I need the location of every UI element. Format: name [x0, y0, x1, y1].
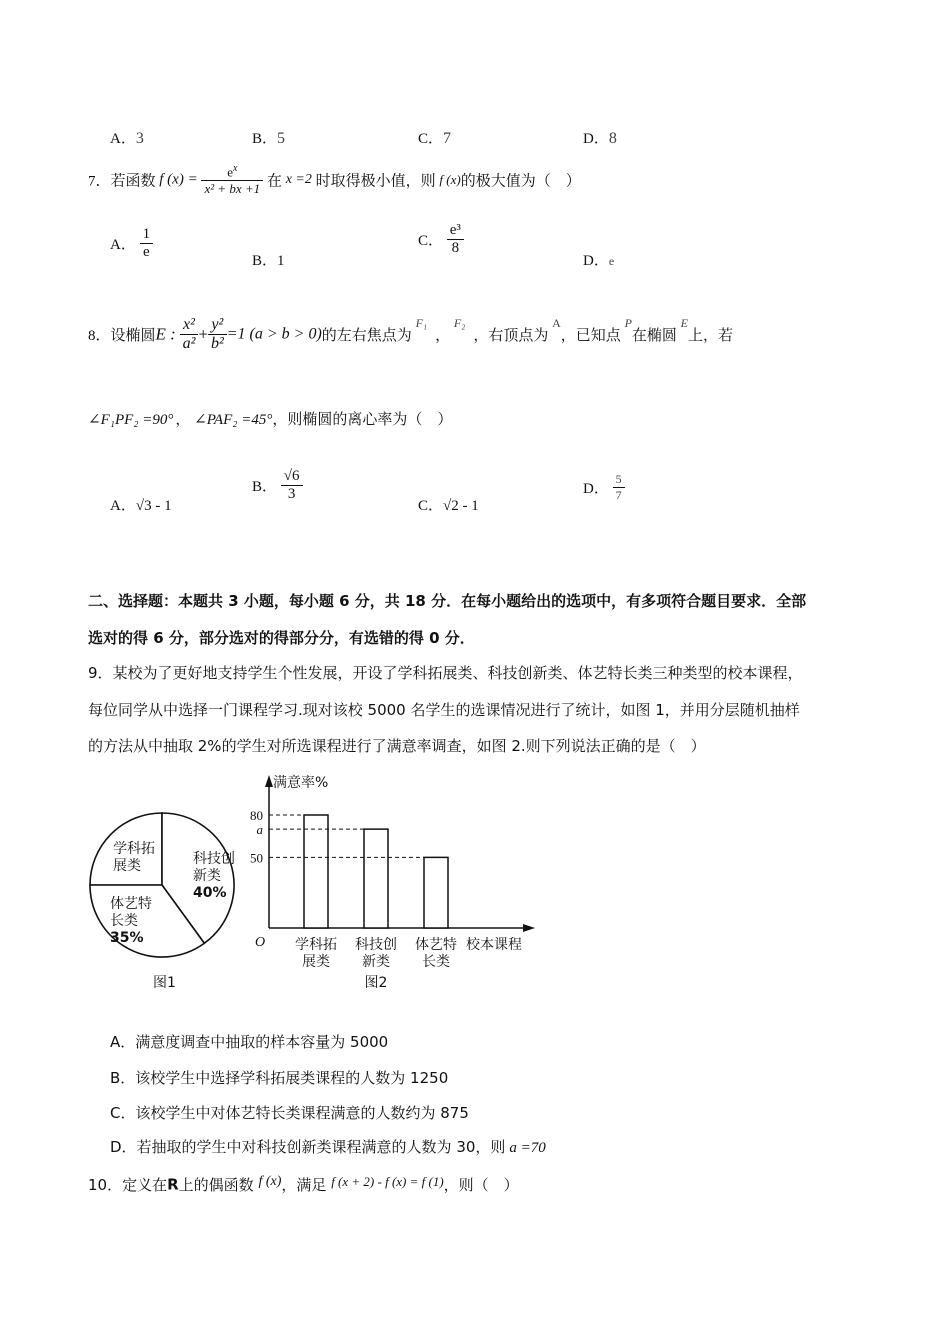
q9-option-b: B．该校学生中选择学科拓展类课程的人数为 1250: [110, 1069, 449, 1087]
pie-label-2-2: 新类: [193, 868, 221, 884]
bar-category-3-1: 体艺特: [415, 937, 457, 953]
q8-question: 8．设椭圆E : $\frac{\text{x²}}{\text{a²}}$ + $\frac{\text{y²}}{\text{b²}}$ =1 (a > b > 0)的左右焦点为 $^{F_1}$， $^{F_2}$，右顶点为 $^A$，已知点 $^P$在椭圆 $^E$上，若: [88, 316, 734, 352]
pie-label-1-2: 展类: [113, 858, 141, 874]
q6-option-b: B．5: [252, 130, 286, 147]
q9-option-c: C．该校学生中对体艺特长类课程满意的人数约为 875: [110, 1104, 469, 1122]
q7-option-d: D．e: [583, 253, 615, 269]
q9-line1: 9．某校为了更好地支持学生个性发展，开设了学科拓展类、科技创新类、体艺特长类三种类型的校本课程，: [88, 664, 803, 682]
q8-option-b: B． $\frac{√6}{3}$: [252, 468, 303, 503]
q8-option-c: C．√2 - 1: [418, 498, 479, 514]
bar-x-label: 校本课程: [466, 937, 522, 953]
q7-fraction: $\frac{e^x}{\text{x² + bx +1}}$: [201, 163, 263, 197]
q7-option-b: B．1: [252, 253, 285, 269]
q9-line3: 的方法从中抽取 2%的学生对所选课程进行了满意率调查，如图 2.则下列说法正确的是（ ）: [88, 737, 706, 755]
bar-ytick-2: a: [256, 822, 263, 838]
bar-y-arrow: [265, 775, 273, 787]
bar-ytick-3: 50: [250, 850, 263, 866]
pie-label-2-3: 40%: [193, 885, 227, 901]
q7-option-a: A． $\frac{1}{e}$: [110, 226, 153, 261]
q6-option-a: A．3: [110, 130, 144, 147]
pie-label-3-2: 长类: [110, 913, 138, 929]
q9-option-a: A．满意度调查中抽取的样本容量为 5000: [110, 1033, 389, 1051]
bar-category-1-1: 学科拓: [295, 937, 337, 953]
bar-x-arrow: [523, 924, 535, 932]
bar-title: 图2: [364, 975, 388, 991]
section2-heading-line2: 选对的得 6 分，部分选对的得部分分，有选错的得 0 分．: [88, 629, 475, 647]
q6-option-c: C．7: [418, 130, 452, 147]
q7-option-c: C． $\frac{\text{e³}}{8}$: [418, 222, 464, 257]
bar-1: [304, 815, 328, 928]
bar-category-3-2: 长类: [422, 954, 450, 970]
q8-question-line2: ∠F₁PF₂ =90° ， ∠PAF₂ =45°，则椭圆的离心率为（ ）: [88, 412, 453, 428]
bar-origin: O: [255, 935, 266, 950]
pie-label-3-1: 体艺特: [110, 896, 152, 912]
bar-ytick-1: 80: [250, 808, 263, 823]
pie-label-1-1: 学科拓: [113, 841, 155, 857]
q7-question: 7．若函数 f (x) = $\frac{e^x}{\text{x² + bx +1}}$ 在 x =2 时取得极小值，则 f (x)的极大值为（ ）: [88, 163, 581, 197]
bar-2: [364, 829, 388, 928]
q8-option-a: A．√3 - 1: [110, 498, 172, 514]
pie-label-3-3: 35%: [110, 930, 144, 946]
section2-heading-line1: 二、选择题：本题共 3 小题，每小题 6 分，共 18 分．在每小题给出的选项中，有多项符合题目要求．全部: [88, 592, 807, 610]
bar-category-1-2: 展类: [302, 954, 330, 970]
q6-option-d: D．8: [583, 130, 617, 147]
bar-3: [424, 857, 448, 928]
pie-label-2-1: 科技创: [193, 851, 235, 867]
bar-category-2-1: 科技创: [355, 937, 397, 953]
bar-category-2-2: 新类: [362, 954, 390, 970]
bar-y-label: 满意率%: [273, 775, 329, 791]
q10-question: 10．定义在R上的偶函数 f (x)，满足 f (x + 2) - f (x) = f (1)，则（ ）: [88, 1174, 519, 1194]
pie-title: 图1: [153, 975, 176, 991]
q8-option-d: D． $\frac{5}{7}$: [583, 472, 625, 503]
q9-figures: [80, 765, 550, 995]
q9-option-d: D．若抽取的学生中对科技创新类课程满意的人数为 30，则 a =70: [110, 1138, 546, 1156]
q9-line2: 每位同学从中选择一门课程学习.现对该校 5000 名学生的选课情况进行了统计，如图 1，并用分层随机抽样: [88, 701, 800, 719]
